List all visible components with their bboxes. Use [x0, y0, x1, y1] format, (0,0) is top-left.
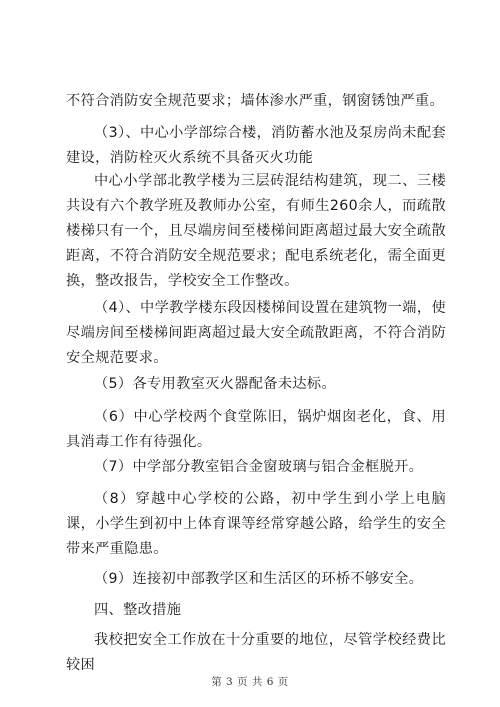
paragraph-item-5: （5）各专用教室灭火器配备未达标。	[94, 376, 336, 392]
paragraph-item-9: （9）连接初中部教学区和生活区的环桥不够安全。	[94, 571, 424, 587]
paragraph-item-8: （8）穿越中心学校的公路，初中学生到小学上电脑课，小学生到初中上体育课等经常穿越公路，给学生的安全带来严重隐患。	[66, 491, 446, 557]
paragraph-item-7: （7）中学部分教室铝合金窗玻璃与铝合金框脱开。	[94, 459, 424, 475]
paragraph-continuation: 不符合消防安全规范要求；墙体渗水严重，钢窗锈蚀严重。	[66, 93, 444, 109]
paragraph-north-building: 中心小学部北教学楼为三层砖混结构建筑，现二、三楼共设有六个教学班及教师办公室，有师生260余人，而疏散楼梯只有一个，且尽端房间至楼梯间距离超过最大安全疏散距离，不符合消防安全规范要求；配电系统老化，需全面更换，整改报告，学校安全工作整改。	[66, 173, 446, 289]
paragraph-item-3: （3）、中心小学部综合楼，消防蓄水池及泵房尚未配套建设，消防栓灭火系统不具备灭火功能	[66, 125, 446, 166]
paragraph-measures-intro: 我校把安全工作放在十分重要的地位，尽管学校经费比较困	[66, 632, 446, 673]
page-footer: 第 3 页 共 6 页	[211, 676, 289, 688]
section-heading-measures: 四、整改措施	[94, 602, 182, 618]
paragraph-item-6: （6）中心学校两个食堂陈旧，锅炉烟囱老化，食、用具消毒工作有待强化。	[66, 409, 446, 450]
paragraph-item-4: （4）、中学教学楼东段因楼梯间设置在建筑物一端，使尽端房间至楼梯间距离超过最大安全疏散距离，不符合消防安全规范要求。	[66, 300, 446, 366]
